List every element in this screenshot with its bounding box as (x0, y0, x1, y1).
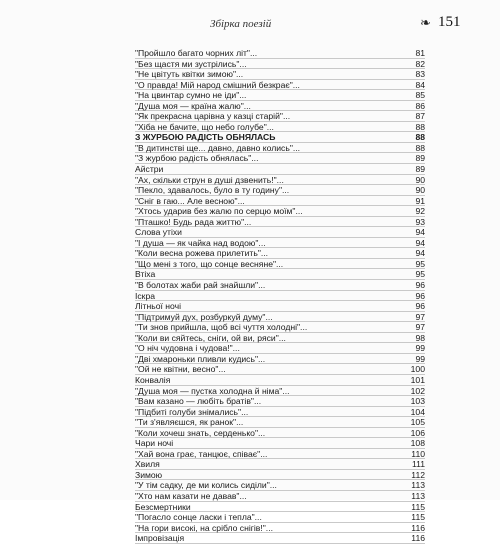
toc-entry-title: "Душа моя — країна жалю"... (135, 100, 251, 111)
toc-entry (135, 312, 425, 323)
toc-entry-page: 104 (410, 406, 425, 417)
toc-entry-page: 95 (415, 258, 425, 269)
toc-entry (135, 470, 425, 481)
toc-entry (135, 386, 425, 397)
toc-entry-page: 108 (410, 438, 425, 449)
toc-entry-page: 99 (415, 343, 425, 354)
toc-entry-page: 115 (411, 512, 425, 523)
toc-entry (135, 80, 425, 91)
toc-entry-page: 82 (415, 58, 425, 69)
toc-entry-page: 81 (415, 48, 425, 58)
toc-entry-page: 85 (415, 90, 425, 101)
toc-entry-page: 90 (415, 174, 425, 185)
toc-entry-title: "На цвинтар сумно не іди"... (135, 90, 247, 101)
toc-entry-page: 116 (411, 522, 425, 533)
collection-title: Збірка поезій (210, 18, 272, 30)
toc-entry-page: 94 (415, 248, 425, 259)
toc-entry (135, 111, 425, 122)
toc-entry-title: Іскра (135, 290, 156, 301)
toc-entry-page: 93 (415, 216, 425, 227)
toc-entry-title: Безсмертники (135, 501, 191, 512)
toc-entry-title: Слова утіхи (135, 227, 182, 238)
toc-entry (135, 512, 425, 523)
toc-entry-title: "Пройшло багато чорних літ"... (135, 48, 258, 58)
toc-entry-title: "Що мені з того, що сонце весняне"... (135, 258, 284, 269)
toc-entry (135, 449, 425, 460)
toc-entry-page: 115 (411, 501, 425, 512)
toc-entry (135, 185, 425, 196)
toc-entry-title: "І душа — як чайка над водою"... (135, 237, 266, 248)
toc-entry-page: 88 (415, 132, 425, 143)
toc-entry-page: 100 (410, 364, 425, 375)
toc-entry-title: "Хтось ударив без жалю по серцю моїм"... (135, 206, 303, 217)
toc-entry (135, 502, 425, 513)
toc-entry-page: 98 (415, 332, 425, 343)
toc-entry (135, 164, 425, 175)
toc-entry-page: 89 (415, 153, 425, 164)
toc-entry-title: "Хто нам казати не давав"... (135, 490, 247, 501)
toc-entry-page: 89 (415, 164, 425, 175)
toc-entry (135, 101, 425, 112)
toc-entry-page: 105 (410, 417, 425, 428)
toc-section-heading (135, 132, 425, 143)
toc-entry (135, 533, 425, 544)
toc-entry (135, 375, 425, 386)
toc-entry (135, 459, 425, 470)
toc-entry (135, 417, 425, 428)
toc-entry-page: 88 (415, 142, 425, 153)
toc-entry (135, 259, 425, 270)
page-number: 151 (438, 14, 461, 30)
toc-entry (135, 407, 425, 418)
toc-entry-page: 113 (411, 480, 425, 491)
toc-entry (135, 122, 425, 133)
toc-entry (135, 227, 425, 238)
toc-entry-title: "Не цвітуть квітки зимою"... (135, 69, 244, 80)
toc-entry-page: 96 (415, 301, 425, 312)
toc-entry (135, 322, 425, 333)
toc-entry-page: 101 (410, 374, 425, 385)
toc-entry-title: "Ти знов прийшла, щоб всі чуття холодні"... (135, 322, 308, 333)
toc-entry-title: "Коли ви сяйтесь, сніги, ой ви, ряси"... (135, 332, 286, 343)
toc-entry-title: "На гори високі, на срібло снігів!"... (135, 522, 273, 533)
toc-entry-page: 95 (415, 269, 425, 280)
toc-entry-page: 88 (415, 121, 425, 132)
swash-ornament-icon: ❧ (420, 16, 431, 31)
toc-entry-page: 112 (411, 469, 425, 480)
toc-entry-title: "Сніг в гаю... Але весною"... (135, 195, 245, 206)
toc-entry-title: "Пекло, здавалось, було в ту годину"... (135, 185, 290, 196)
toc-entry-title: "Дві хмароньки пливли кудись"... (135, 353, 266, 364)
toc-entry-title: Втіха (135, 269, 156, 280)
toc-entry-page: 102 (410, 385, 425, 396)
toc-entry-title: Імпровізація (135, 533, 185, 544)
toc-entry-title: "Хай вона грає, танцює, співає"... (135, 448, 268, 459)
toc-entry-title: "Погасло сонце ласки і тепла"... (135, 512, 262, 523)
toc-entry-page: 96 (415, 280, 425, 291)
toc-entry (135, 480, 425, 491)
toc-entry (135, 153, 425, 164)
toc-entry-title: "О правда! Мій народ смішний безкрає"... (135, 79, 300, 90)
toc-entry (135, 280, 425, 291)
toc-entry-page: 83 (415, 69, 425, 80)
toc-entry (135, 59, 425, 70)
toc-entry-title: "Ах, скільки струн в душі дзвенить!"... (135, 174, 284, 185)
toc-entry-title: Айстри (135, 164, 164, 175)
toc-entry-page: 92 (415, 206, 425, 217)
toc-entry-page: 84 (415, 79, 425, 90)
toc-entry-title: "З журбою радість обнялась"... (135, 153, 259, 164)
toc-entry-page: 86 (415, 100, 425, 111)
toc-entry (135, 269, 425, 280)
toc-entry-page: 97 (415, 311, 425, 322)
toc-entry-page: 87 (415, 111, 425, 122)
toc-entry (135, 69, 425, 80)
toc-entry (135, 364, 425, 375)
toc-entry (135, 143, 425, 154)
toc-entry-page: 113 (411, 490, 425, 501)
toc-entry-title: Хвиля (135, 459, 160, 470)
toc-entry-title: "Ти з'являєшся, як ранок"... (135, 417, 244, 428)
toc-entry-title: "Підтримуй дух, розбуркуй думу"... (135, 311, 273, 322)
toc-entry-page: 97 (415, 322, 425, 333)
toc-entry (135, 248, 425, 259)
toc-entry (135, 175, 425, 186)
toc-entry-title: "Пташко! Будь рада життю"... (135, 216, 252, 227)
toc-entry-title: "Підбиті голуби знімались"... (135, 406, 249, 417)
toc-entry (135, 217, 425, 228)
toc-entry-title: "В болотах жаби рай знайшли"... (135, 280, 266, 291)
toc-entry-title: Конвалія (135, 374, 171, 385)
toc-entry-page: 110 (411, 448, 425, 459)
toc-entry-title: "О ніч чудовна і чудова!"... (135, 343, 240, 354)
toc-entry-page: 106 (410, 427, 425, 438)
toc-entry (135, 291, 425, 302)
toc-entry (135, 301, 425, 312)
toc-entry-title: "Ой не квітни, весно"... (135, 364, 226, 375)
toc-entry (135, 396, 425, 407)
toc-entry-page: 94 (415, 227, 425, 238)
toc-entry (135, 90, 425, 101)
toc-entry-title: Зимою (135, 469, 163, 480)
toc-entry-title: "Душа моя — пустка холодна й німа"... (135, 385, 290, 396)
toc-entry-title: "Коли весна рожева прилетить"... (135, 248, 269, 259)
toc-entry (135, 333, 425, 344)
toc-entry (135, 523, 425, 534)
toc-entry-page: 96 (415, 290, 425, 301)
toc-entry-page: 99 (415, 353, 425, 364)
toc-entry (135, 196, 425, 207)
toc-entry-title: Літньої ночі (135, 301, 181, 312)
toc-entry-title: "Як прекрасна царівна у казці старій"... (135, 111, 291, 122)
toc-entry (135, 354, 425, 365)
toc-entry-title: "Вам казано — любіть братів"... (135, 396, 262, 407)
toc-entry (135, 238, 425, 249)
toc-entry-title: "У тім садку, де ми колись сиділи"... (135, 480, 277, 491)
toc-entry-page: 111 (411, 459, 425, 470)
toc-entry-title: "В дитинстві ще... давно, давно колись"... (135, 142, 301, 153)
toc-entry (135, 206, 425, 217)
toc-entry-page: 94 (415, 237, 425, 248)
toc-entry-page: 116 (411, 533, 425, 544)
toc-entry (135, 343, 425, 354)
table-of-contents (135, 48, 425, 544)
toc-entry-title: Чари ночі (135, 438, 174, 449)
toc-entry-title: "Хіба не бачите, що небо голубе"... (135, 121, 274, 132)
toc-entry (135, 428, 425, 439)
toc-entry (135, 48, 425, 59)
toc-entry-page: 103 (410, 396, 425, 407)
running-head (60, 14, 480, 36)
toc-entry-title: "Коли хочеш знать, серденько"... (135, 427, 266, 438)
toc-entry (135, 438, 425, 449)
toc-entry-page: 90 (415, 185, 425, 196)
toc-entry-title: "Без щастя ми зустрілись"... (135, 58, 247, 69)
toc-entry-title: З ЖУРБОЮ РАДІСТЬ ОБНЯЛАСЬ (135, 132, 276, 143)
toc-entry-page: 91 (415, 195, 425, 206)
